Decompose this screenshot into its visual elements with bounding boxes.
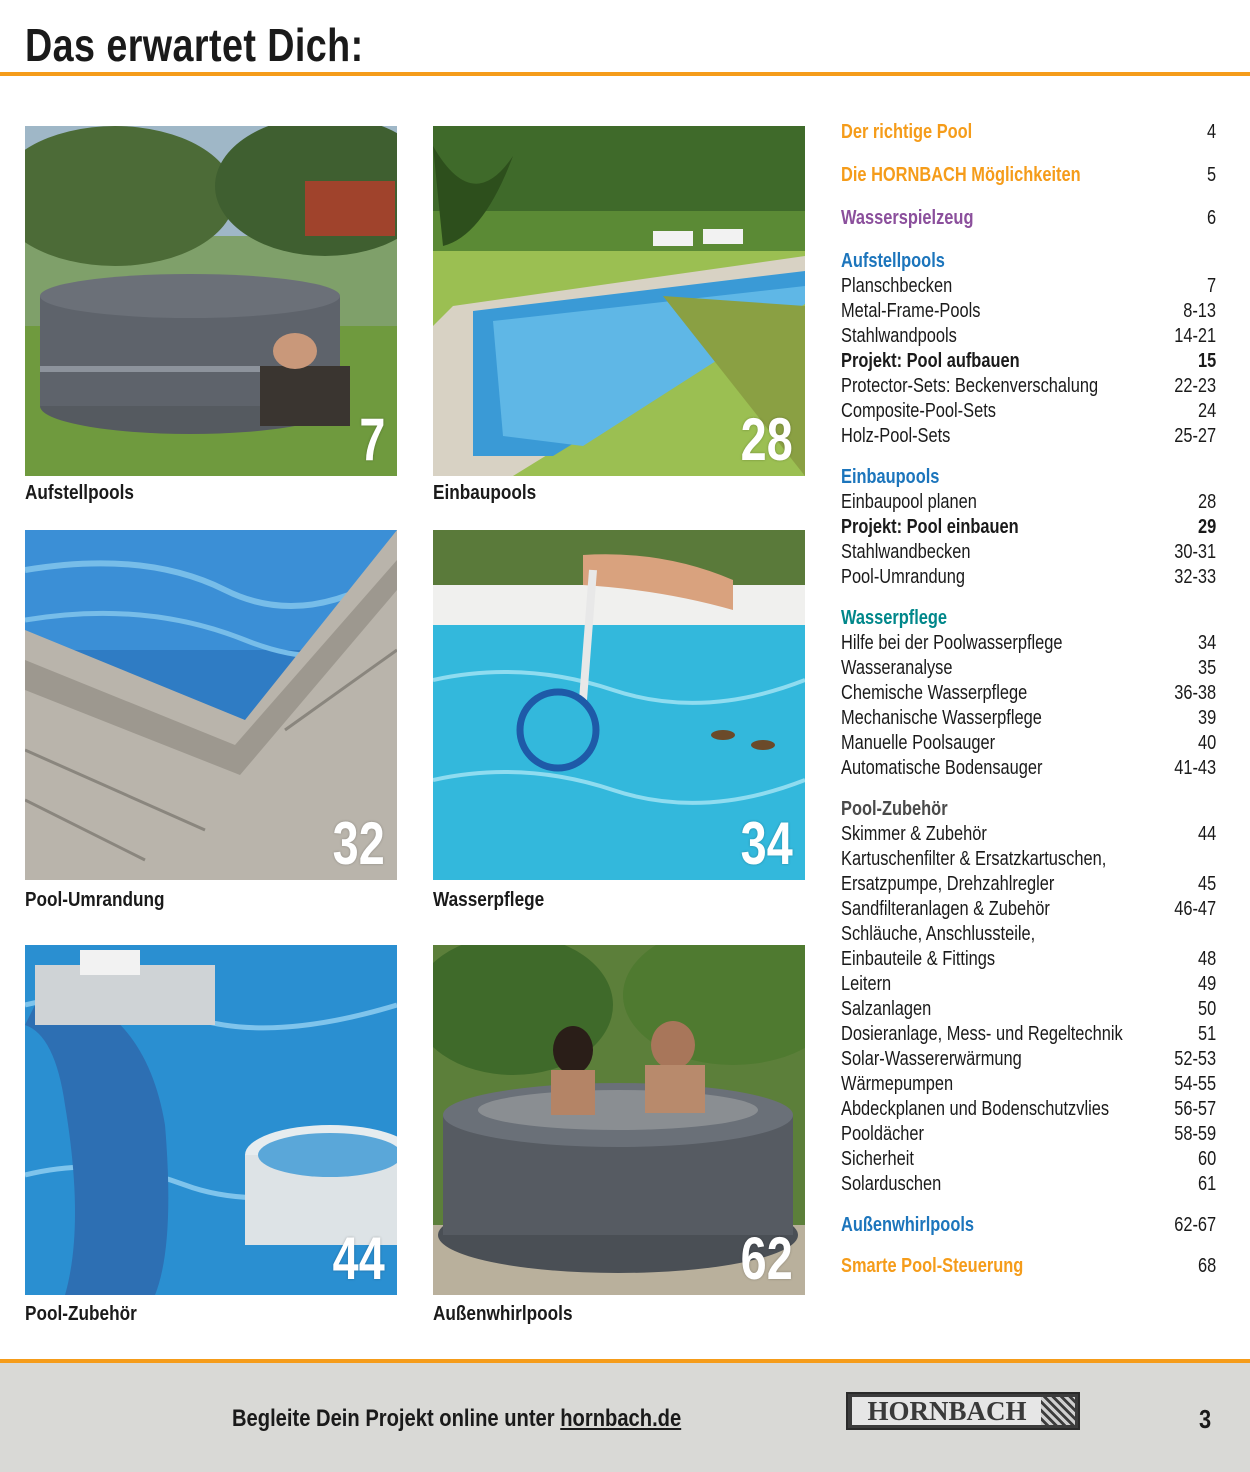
toc-item[interactable]: Hilfe bei der Poolwasserpflege 34: [841, 632, 1216, 654]
tile-page-number: 34: [740, 810, 793, 877]
footer-text: [232, 1405, 681, 1433]
toc-item[interactable]: Mechanische Wasserpflege 39: [841, 707, 1216, 729]
toc-section-pool-zubehoer: Pool-Zubehör: [841, 798, 948, 820]
tile-pool-zubehoer[interactable]: [25, 945, 397, 1295]
toc-item[interactable]: Schläuche, Anschlussteile,: [841, 923, 1036, 945]
tile-caption: Pool-Zubehör: [25, 1303, 137, 1325]
toc-item-project[interactable]: Projekt: Pool aufbauen 15: [841, 350, 1216, 372]
toc-item[interactable]: Skimmer & Zubehör 44: [841, 823, 1216, 845]
tile-pool-umrandung[interactable]: [25, 530, 397, 880]
tile-page-number: 7: [358, 406, 385, 473]
toc-item[interactable]: Einbauteile & Fittings 48: [841, 948, 1216, 970]
hornbach-logo: [846, 1392, 1080, 1430]
toc-entry-richtige-pool[interactable]: Der richtige Pool 4: [841, 121, 1216, 143]
tile-page-number: 44: [332, 1225, 385, 1292]
toc-item[interactable]: Einbaupool planen 28: [841, 491, 1216, 513]
tile-page-number: 28: [740, 406, 793, 473]
tile-aufstellpools[interactable]: [25, 126, 397, 476]
tile-caption: Einbaupools: [433, 482, 537, 504]
logo-wordmark: HORNBACH: [852, 1397, 1042, 1425]
toc-entry-moeglichkeiten[interactable]: Die HORNBACH Möglichkeiten 5: [841, 164, 1216, 186]
toc-item[interactable]: Wärmepumpen 54-55: [841, 1073, 1216, 1095]
toc-item[interactable]: Pooldächer 58-59: [841, 1123, 1216, 1145]
toc-entry-wasserspielzeug[interactable]: Wasserspielzeug 6: [841, 207, 1216, 229]
toc-item[interactable]: Solarduschen 61: [841, 1173, 1216, 1195]
toc-item[interactable]: Solar-Wassererwärmung 52-53: [841, 1048, 1216, 1070]
toc-section-aufstellpools: Aufstellpools: [841, 250, 945, 272]
tile-caption: Außenwhirlpools: [433, 1303, 573, 1325]
toc-item[interactable]: Chemische Wasserpflege 36-38: [841, 682, 1216, 704]
toc-item[interactable]: Sandfilteranlagen & Zubehör 46-47: [841, 898, 1216, 920]
tile-page-number: 32: [332, 810, 385, 877]
header-divider: [0, 72, 1250, 76]
footer-link[interactable]: hornbach.de: [560, 1405, 682, 1432]
tile-caption: Pool-Umrandung: [25, 889, 165, 911]
tile-page-number: 62: [740, 1225, 793, 1292]
tile-aussenwhirlpools[interactable]: [433, 945, 805, 1295]
toc-item[interactable]: Salzanlagen 50: [841, 998, 1216, 1020]
toc-section-wasserpflege: Wasserpflege: [841, 607, 948, 629]
table-of-contents: [841, 120, 1216, 1279]
toc-item[interactable]: Wasseranalyse 35: [841, 657, 1216, 679]
toc-item[interactable]: Kartuschenfilter & Ersatzkartuschen,: [841, 848, 1107, 870]
toc-entry-whirlpools[interactable]: Außenwhirlpools 62-67: [841, 1214, 1216, 1236]
footer-label: Begleite Dein Projekt online unter: [232, 1405, 555, 1432]
toc-item[interactable]: Automatische Bodensauger 41-43: [841, 757, 1216, 779]
tile-caption: Wasserpflege: [433, 889, 545, 911]
toc-item[interactable]: Manuelle Poolsauger 40: [841, 732, 1216, 754]
toc-item[interactable]: Sicherheit 60: [841, 1148, 1216, 1170]
toc-item[interactable]: Composite-Pool-Sets 24: [841, 400, 1216, 422]
toc-item-project[interactable]: Projekt: Pool einbauen 29: [841, 516, 1216, 538]
toc-item[interactable]: Ersatzpumpe, Drehzahlregler 45: [841, 873, 1216, 895]
toc-item[interactable]: Abdeckplanen und Bodenschutzvlies 56-57: [841, 1098, 1216, 1120]
logo-stripes-icon: [1041, 1397, 1075, 1425]
toc-item[interactable]: Pool-Umrandung 32-33: [841, 566, 1216, 588]
toc-item[interactable]: Leitern 49: [841, 973, 1216, 995]
tile-caption: Aufstellpools: [25, 482, 134, 504]
page-title: Das erwartet Dich:: [25, 19, 364, 71]
toc-item[interactable]: Stahlwandpools 14-21: [841, 325, 1216, 347]
toc-item[interactable]: Planschbecken 7: [841, 275, 1216, 297]
toc-section-einbaupools: Einbaupools: [841, 466, 940, 488]
tile-einbaupools[interactable]: [433, 126, 805, 476]
toc-item[interactable]: Holz-Pool-Sets 25-27: [841, 425, 1216, 447]
toc-entry-steuerung[interactable]: Smarte Pool-Steuerung 68: [841, 1255, 1216, 1277]
toc-item[interactable]: Stahlwandbecken 30-31: [841, 541, 1216, 563]
aufstellpool-image: [25, 126, 397, 476]
toc-item[interactable]: Dosieranlage, Mess- und Regeltechnik 51: [841, 1023, 1216, 1045]
tile-wasserpflege[interactable]: [433, 530, 805, 880]
toc-item[interactable]: Protector-Sets: Beckenverschalung 22-23: [841, 375, 1216, 397]
page-number: 3: [1199, 1404, 1212, 1434]
toc-item[interactable]: Metal-Frame-Pools 8-13: [841, 300, 1216, 322]
